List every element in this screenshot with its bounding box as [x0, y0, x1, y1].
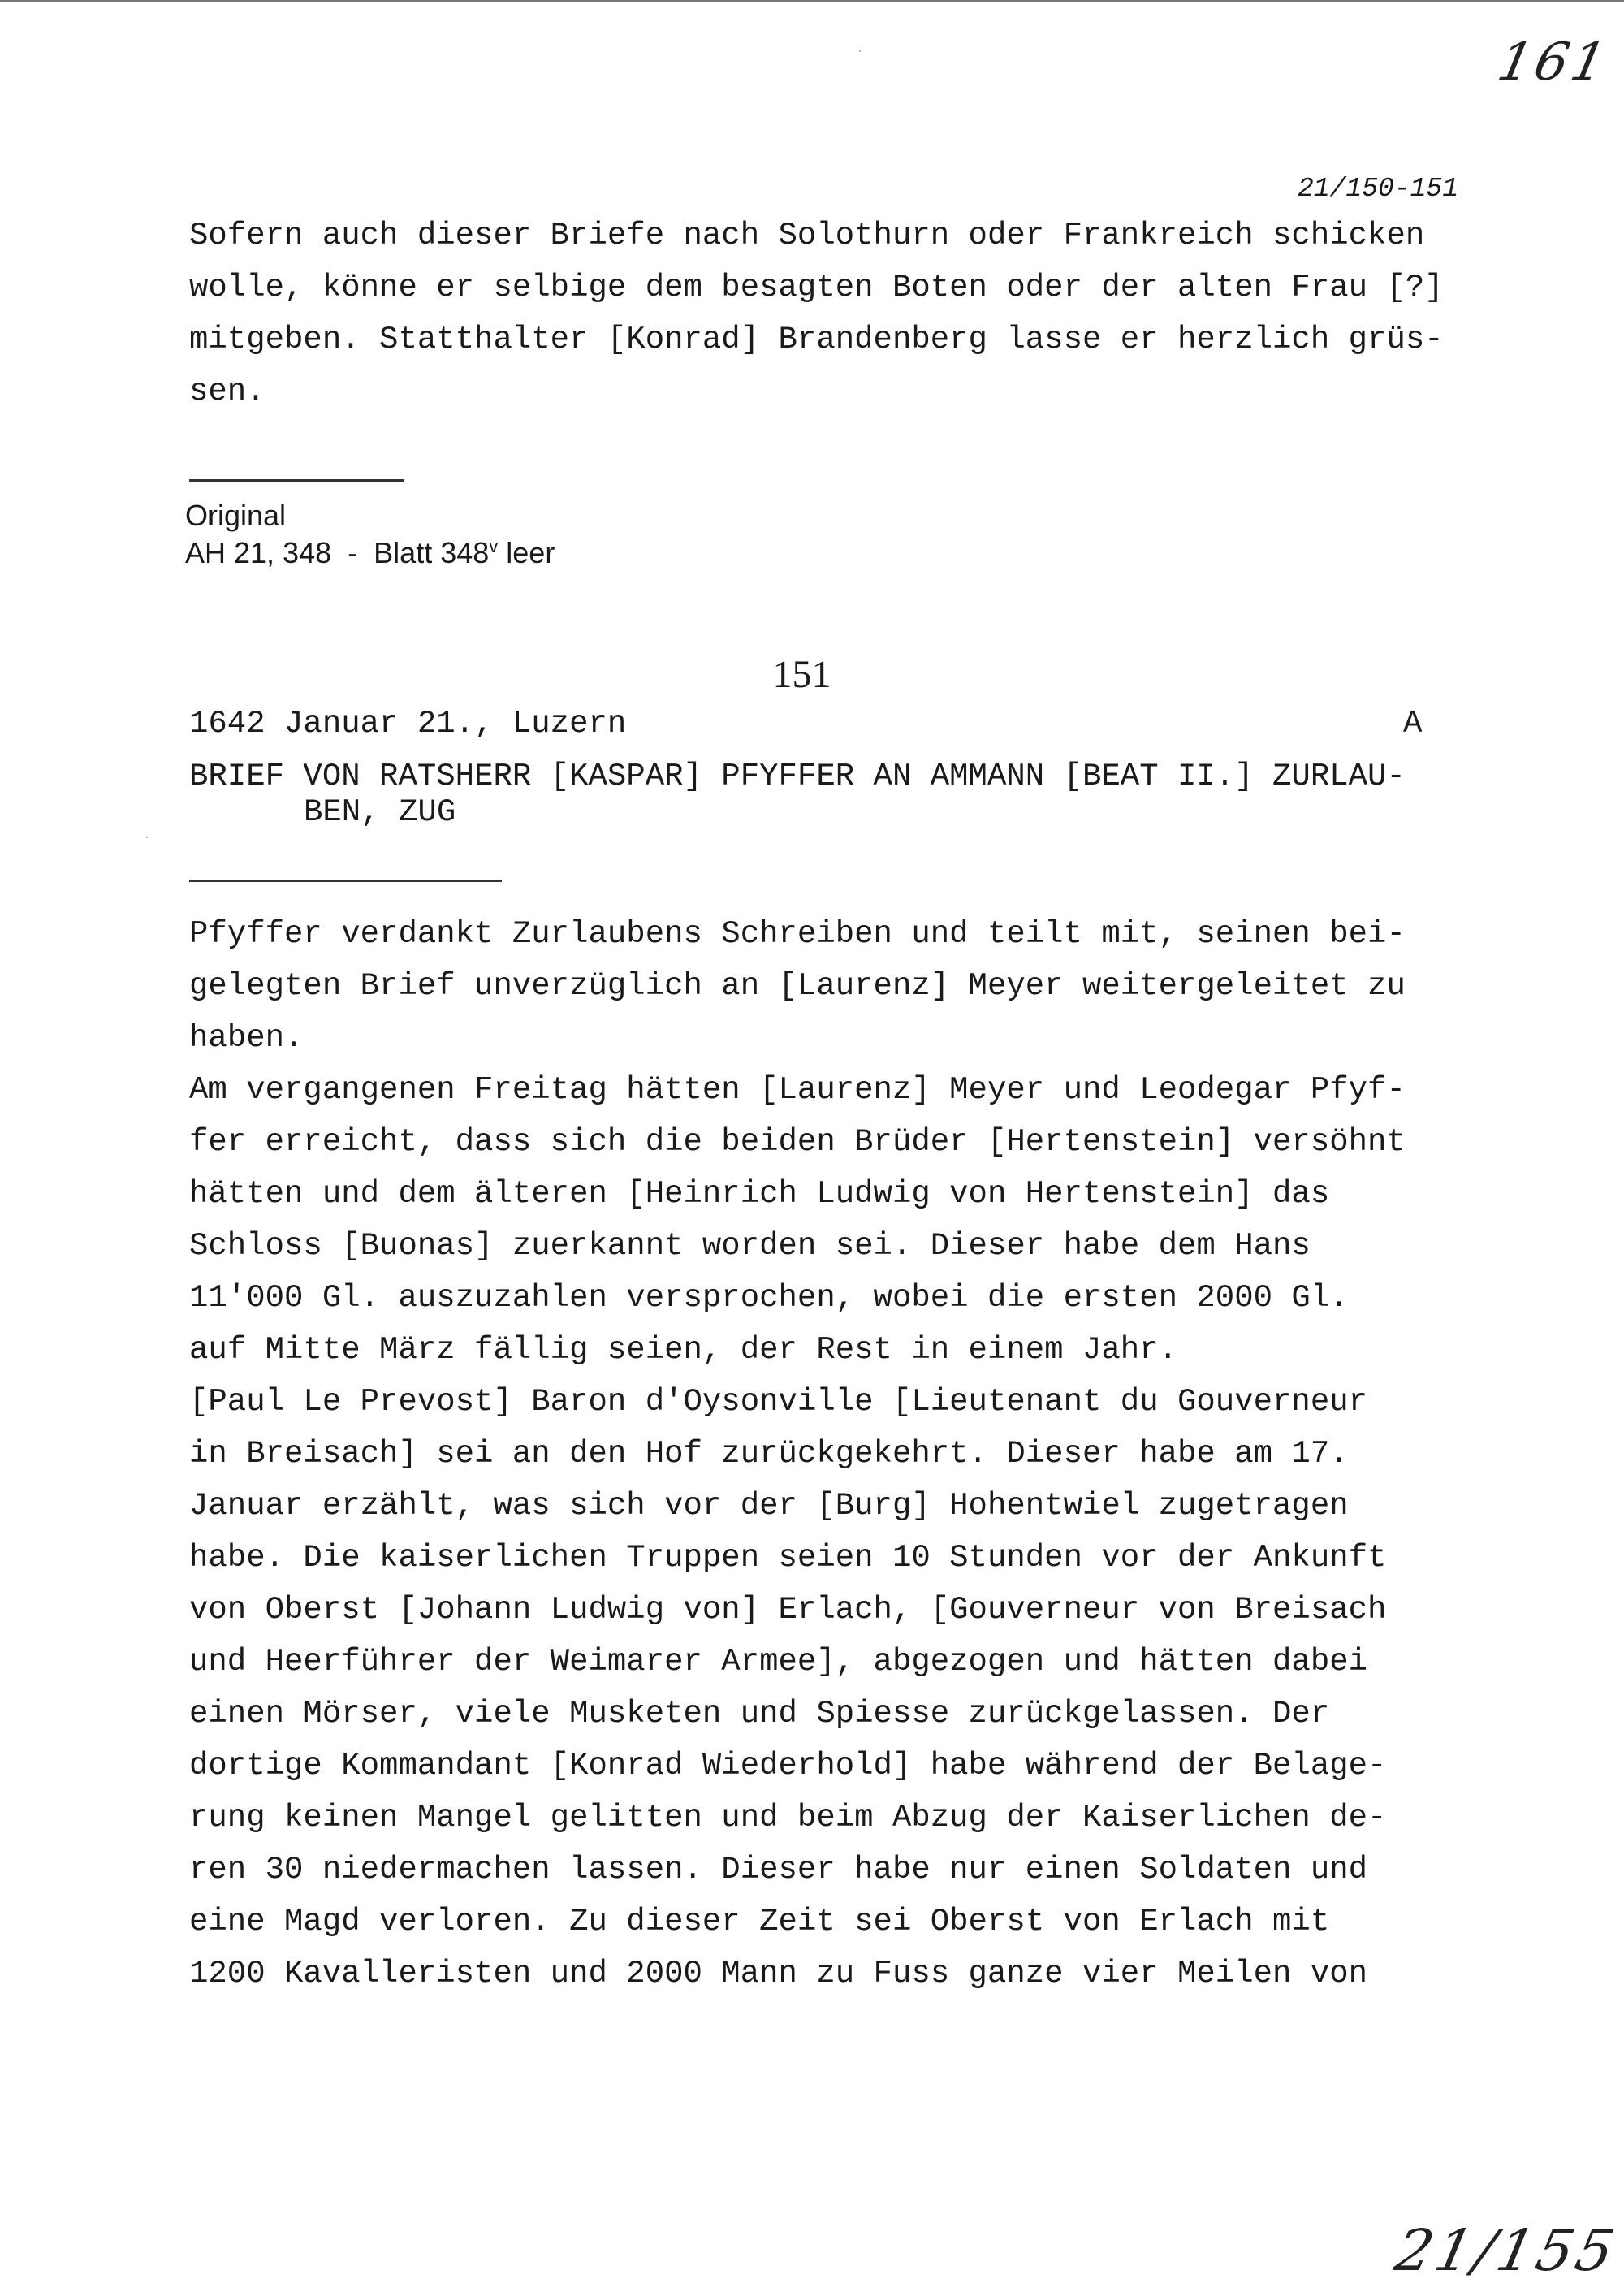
text-line: haben. [189, 1020, 304, 1056]
text-line: 11'000 Gl. auszuzahlen versprochen, wobei die ersten 2000 Gl. [189, 1280, 1349, 1316]
page-reference: 21/150-151 [1298, 174, 1459, 204]
title-rule [189, 880, 502, 882]
text-line: und Heerführer der Weimarer Armee], abgezogen und hätten dabei [189, 1644, 1368, 1680]
text-line: mitgeben. Statthalter [Konrad] Brandenberg lasse er herzlich grüs- [189, 322, 1444, 357]
body-text [189, 908, 1406, 2000]
text-line: Am vergangenen Freitag hätten [Laurenz] Meyer und Leodegar Pfyf- [189, 1072, 1406, 1108]
document-title-line-1: BRIEF VON RATSHERR [KASPAR] PFYFFER AN AMMANN [BEAT II.] ZURLAU- [189, 759, 1406, 794]
text-line: hätten und dem älteren [Heinrich Ludwig von Hertenstein] das [189, 1176, 1330, 1212]
text-line: Pfyffer verdankt Zurlaubens Schreiben und teilt mit, seinen bei- [189, 916, 1406, 952]
version-letter: A [1403, 706, 1423, 742]
text-line: dortige Kommandant [Konrad Wiederhold] habe während der Belage- [189, 1748, 1387, 1784]
source-label: Original [185, 499, 287, 532]
text-line: einen Mörser, viele Musketen und Spiesse zurückgelassen. Der [189, 1696, 1330, 1732]
continuation-paragraph [189, 210, 1444, 417]
text-line: fer erreicht, dass sich die beiden Brüder [Hertenstein] versöhnt [189, 1124, 1406, 1160]
source-separator: - [348, 536, 358, 569]
text-line: sen. [189, 374, 266, 409]
document-number: 151 [772, 653, 831, 696]
text-line: wolle, könne er selbige dem besagten Boten oder der alten Frau [?] [189, 270, 1444, 305]
text-line: auf Mitte März fällig seien, der Rest in einem Jahr. [189, 1332, 1177, 1368]
text-line: ren 30 niedermachen lassen. Dieser habe nur einen Soldaten und [189, 1852, 1368, 1887]
text-line: eine Magd verloren. Zu dieser Zeit sei Oberst von Erlach mit [189, 1904, 1330, 1939]
blatt-reference: Blatt 348 [374, 536, 490, 569]
date-place: 1642 Januar 21., Luzern [189, 706, 627, 742]
text-line: rung keinen Mangel gelitten und beim Abzug der Kaiserlichen de- [189, 1800, 1387, 1836]
page-status: leer [506, 536, 555, 569]
handwritten-folio-number: 161 [1492, 32, 1615, 93]
archive-reference: AH 21, 348 [185, 536, 332, 569]
text-line: Januar erzählt, was sich vor der [Burg] Hohentwiel zugetragen [189, 1488, 1349, 1524]
text-line: Schloss [Buonas] zuerkannt worden sei. Dieser habe dem Hans [189, 1228, 1311, 1264]
scan-speck [146, 837, 148, 838]
text-line: habe. Die kaiserlichen Truppen seien 10 Stunden vor der Ankunft [189, 1540, 1387, 1576]
text-line: [Paul Le Prevost] Baron d'Oysonville [Lieutenant du Gouverneur [189, 1384, 1368, 1420]
source-line [185, 536, 555, 570]
document-title-line-2: BEN, ZUG [304, 794, 456, 830]
text-line: von Oberst [Johann Ludwig von] Erlach, [Gouverneur von Breisach [189, 1592, 1387, 1628]
footnote-rule [189, 479, 404, 482]
text-line: in Breisach] sei an den Hof zurückgekehrt. Dieser habe am 17. [189, 1436, 1349, 1472]
text-line: gelegten Brief unverzüglich an [Laurenz] Meyer weitergeleitet zu [189, 968, 1406, 1004]
text-line: Sofern auch dieser Briefe nach Solothurn oder Frankreich schicken [189, 218, 1425, 253]
scan-speck [859, 50, 861, 52]
handwritten-signature-number: 21/155 [1389, 2217, 1623, 2284]
scan-top-edge [0, 0, 1624, 2]
verso-mark: v [489, 536, 499, 556]
text-line: 1200 Kavalleristen und 2000 Mann zu Fuss ganze vier Meilen von [189, 1956, 1368, 1991]
